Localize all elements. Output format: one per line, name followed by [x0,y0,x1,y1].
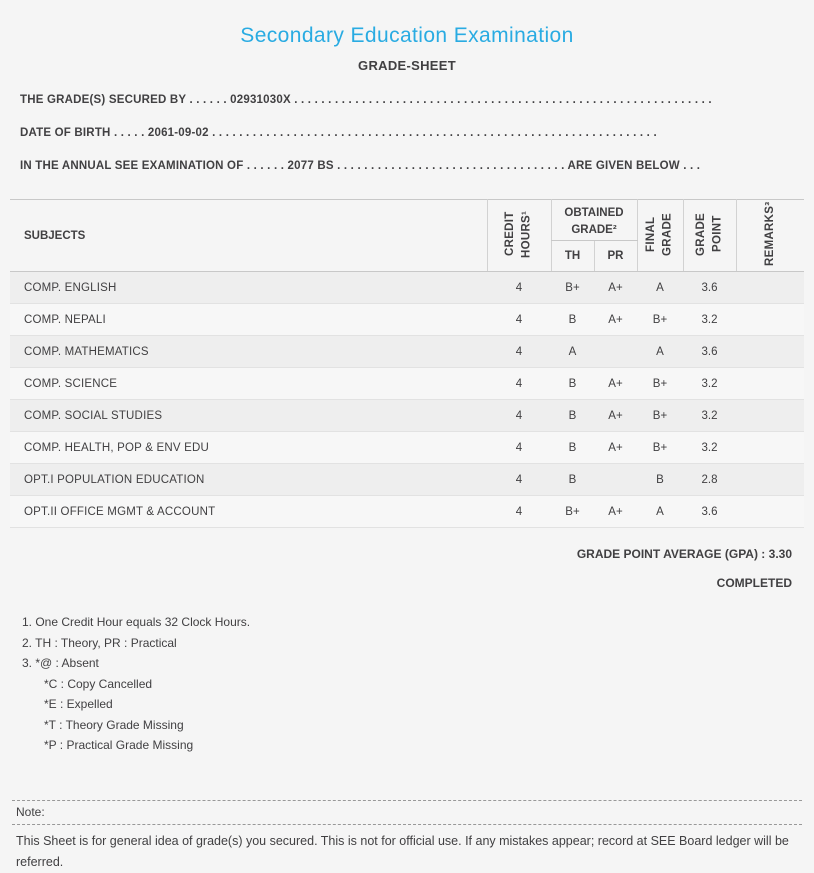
grades-table [10,199,804,528]
cell-grade-point: 3.6 [683,336,736,368]
cell-credit-hours: 4 [487,272,551,304]
table-row [10,496,804,528]
cell-credit-hours: 4 [487,464,551,496]
cell-final-grade: B+ [637,304,683,336]
cell-credit-hours: 4 [487,400,551,432]
footnote-line: *T : Theory Grade Missing [44,717,184,732]
cell-th-grade: B [551,432,594,464]
page-title: Secondary Education Examination [240,24,574,47]
cell-th-grade: A [551,336,594,368]
footnote-line: 1. One Credit Hour equals 32 Clock Hours. [22,615,251,629]
cell-th-grade: B [551,368,594,400]
cell-subject: OPT.I POPULATION EDUCATION [10,464,487,496]
gpa-value: 3.30 [768,547,792,561]
header-grade-point [683,200,736,272]
cell-final-grade: A [637,496,683,528]
note-section [12,800,802,873]
note-label: Note: [16,804,45,819]
table-row [10,272,804,304]
header-remarks [736,200,804,272]
grade-point-vertical-label: GRADE POINT [694,212,724,256]
cell-grade-point: 3.2 [683,400,736,432]
cell-th-grade: B [551,304,594,336]
header-obtained-grade: OBTAINED GRADE² [551,200,637,241]
final-grade-vertical-label: FINAL GRADE [645,212,674,256]
cell-remarks [736,368,804,400]
header-pr: PR [594,241,637,272]
cell-grade-point: 3.2 [683,304,736,336]
cell-subject: COMP. MATHEMATICS [10,336,487,368]
cell-subject: COMP. HEALTH, POP & ENV EDU [10,432,487,464]
table-row [10,336,804,368]
cell-remarks [736,336,804,368]
cell-th-grade: B [551,400,594,432]
cell-remarks [736,432,804,464]
table-header-row [10,200,804,241]
footnote-line: *C : Copy Cancelled [44,676,153,691]
cell-credit-hours: 4 [487,336,551,368]
cell-grade-point: 3.2 [683,432,736,464]
gpa-line [22,547,792,561]
remarks-vertical-label: REMARKS³ [763,201,776,267]
cell-final-grade: B [637,464,683,496]
candidate-info [20,94,794,172]
cell-pr-grade: A+ [594,304,637,336]
header-final-grade [637,200,683,272]
cell-final-grade: A [637,272,683,304]
header-subjects: SUBJECTS [10,200,487,272]
cell-subject: OPT.II OFFICE MGMT & ACCOUNT [10,496,487,528]
cell-subject: COMP. SOCIAL STUDIES [10,400,487,432]
table-row [10,304,804,336]
date-of-birth-line: DATE OF BIRTH . . . . . 2061-09-02 . . . . . . . . . . . . . . . . . . . . . . . . . . . . . . . . . . . . . . . . . . . . . . . . . . . . . . . . . . . . . . . . . . [20,127,657,139]
cell-remarks [736,400,804,432]
cell-remarks [736,464,804,496]
note-text: This Sheet is for general idea of grade(s) you secured. This is not for official use. If any mistakes appear; record at SEE Board ledger will be referred. [16,833,789,869]
cell-final-grade: B+ [637,400,683,432]
cell-pr-grade [594,336,637,368]
cell-remarks [736,304,804,336]
footnotes-section [22,612,792,756]
cell-credit-hours: 4 [487,432,551,464]
cell-final-grade: B+ [637,368,683,400]
cell-pr-grade: A+ [594,368,637,400]
credit-hours-vertical-label: CREDIT HOURS¹ [504,210,533,258]
cell-pr-grade [594,464,637,496]
table-row [10,464,804,496]
footnote-line: *P : Practical Grade Missing [44,738,194,752]
table-row [10,400,804,432]
gpa-label: GRADE POINT AVERAGE (GPA) : [576,547,766,561]
result-status: COMPLETED [716,576,792,590]
page-subtitle: GRADE-SHEET [358,58,456,73]
cell-th-grade: B [551,464,594,496]
cell-credit-hours: 4 [487,368,551,400]
cell-remarks [736,496,804,528]
cell-pr-grade: A+ [594,496,637,528]
cell-th-grade: B+ [551,272,594,304]
summary-section [22,547,792,590]
cell-credit-hours: 4 [487,304,551,336]
cell-grade-point: 3.2 [683,368,736,400]
table-row [10,432,804,464]
cell-subject: COMP. ENGLISH [10,272,487,304]
cell-final-grade: A [637,336,683,368]
cell-th-grade: B+ [551,496,594,528]
footnote-line: *E : Expelled [44,697,113,711]
cell-subject: COMP. SCIENCE [10,368,487,400]
cell-grade-point: 2.8 [683,464,736,496]
secured-by-line: THE GRADE(S) SECURED BY . . . . . . 02931030X . . . . . . . . . . . . . . . . . . . . . . . . . . . . . . . . . . . . . . . . . . . . . . . . . . . . . . . . . . . . . . [20,94,712,106]
examination-line: IN THE ANNUAL SEE EXAMINATION OF . . . . . . 2077 BS . . . . . . . . . . . . . . . . . . . . . . . . . . . . . . . . . . ARE GIVEN BELOW . . . [20,160,701,172]
table-row [10,368,804,400]
cell-credit-hours: 4 [487,496,551,528]
cell-subject: COMP. NEPALI [10,304,487,336]
cell-pr-grade: A+ [594,432,637,464]
cell-remarks [736,272,804,304]
cell-grade-point: 3.6 [683,272,736,304]
cell-grade-point: 3.6 [683,496,736,528]
footnote-line: 3. *@ : Absent [22,656,99,670]
header-th: TH [551,241,594,272]
cell-final-grade: B+ [637,432,683,464]
header-credit-hours [487,200,551,272]
footnote-line: 2. TH : Theory, PR : Practical [22,635,177,650]
cell-pr-grade: A+ [594,272,637,304]
cell-pr-grade: A+ [594,400,637,432]
